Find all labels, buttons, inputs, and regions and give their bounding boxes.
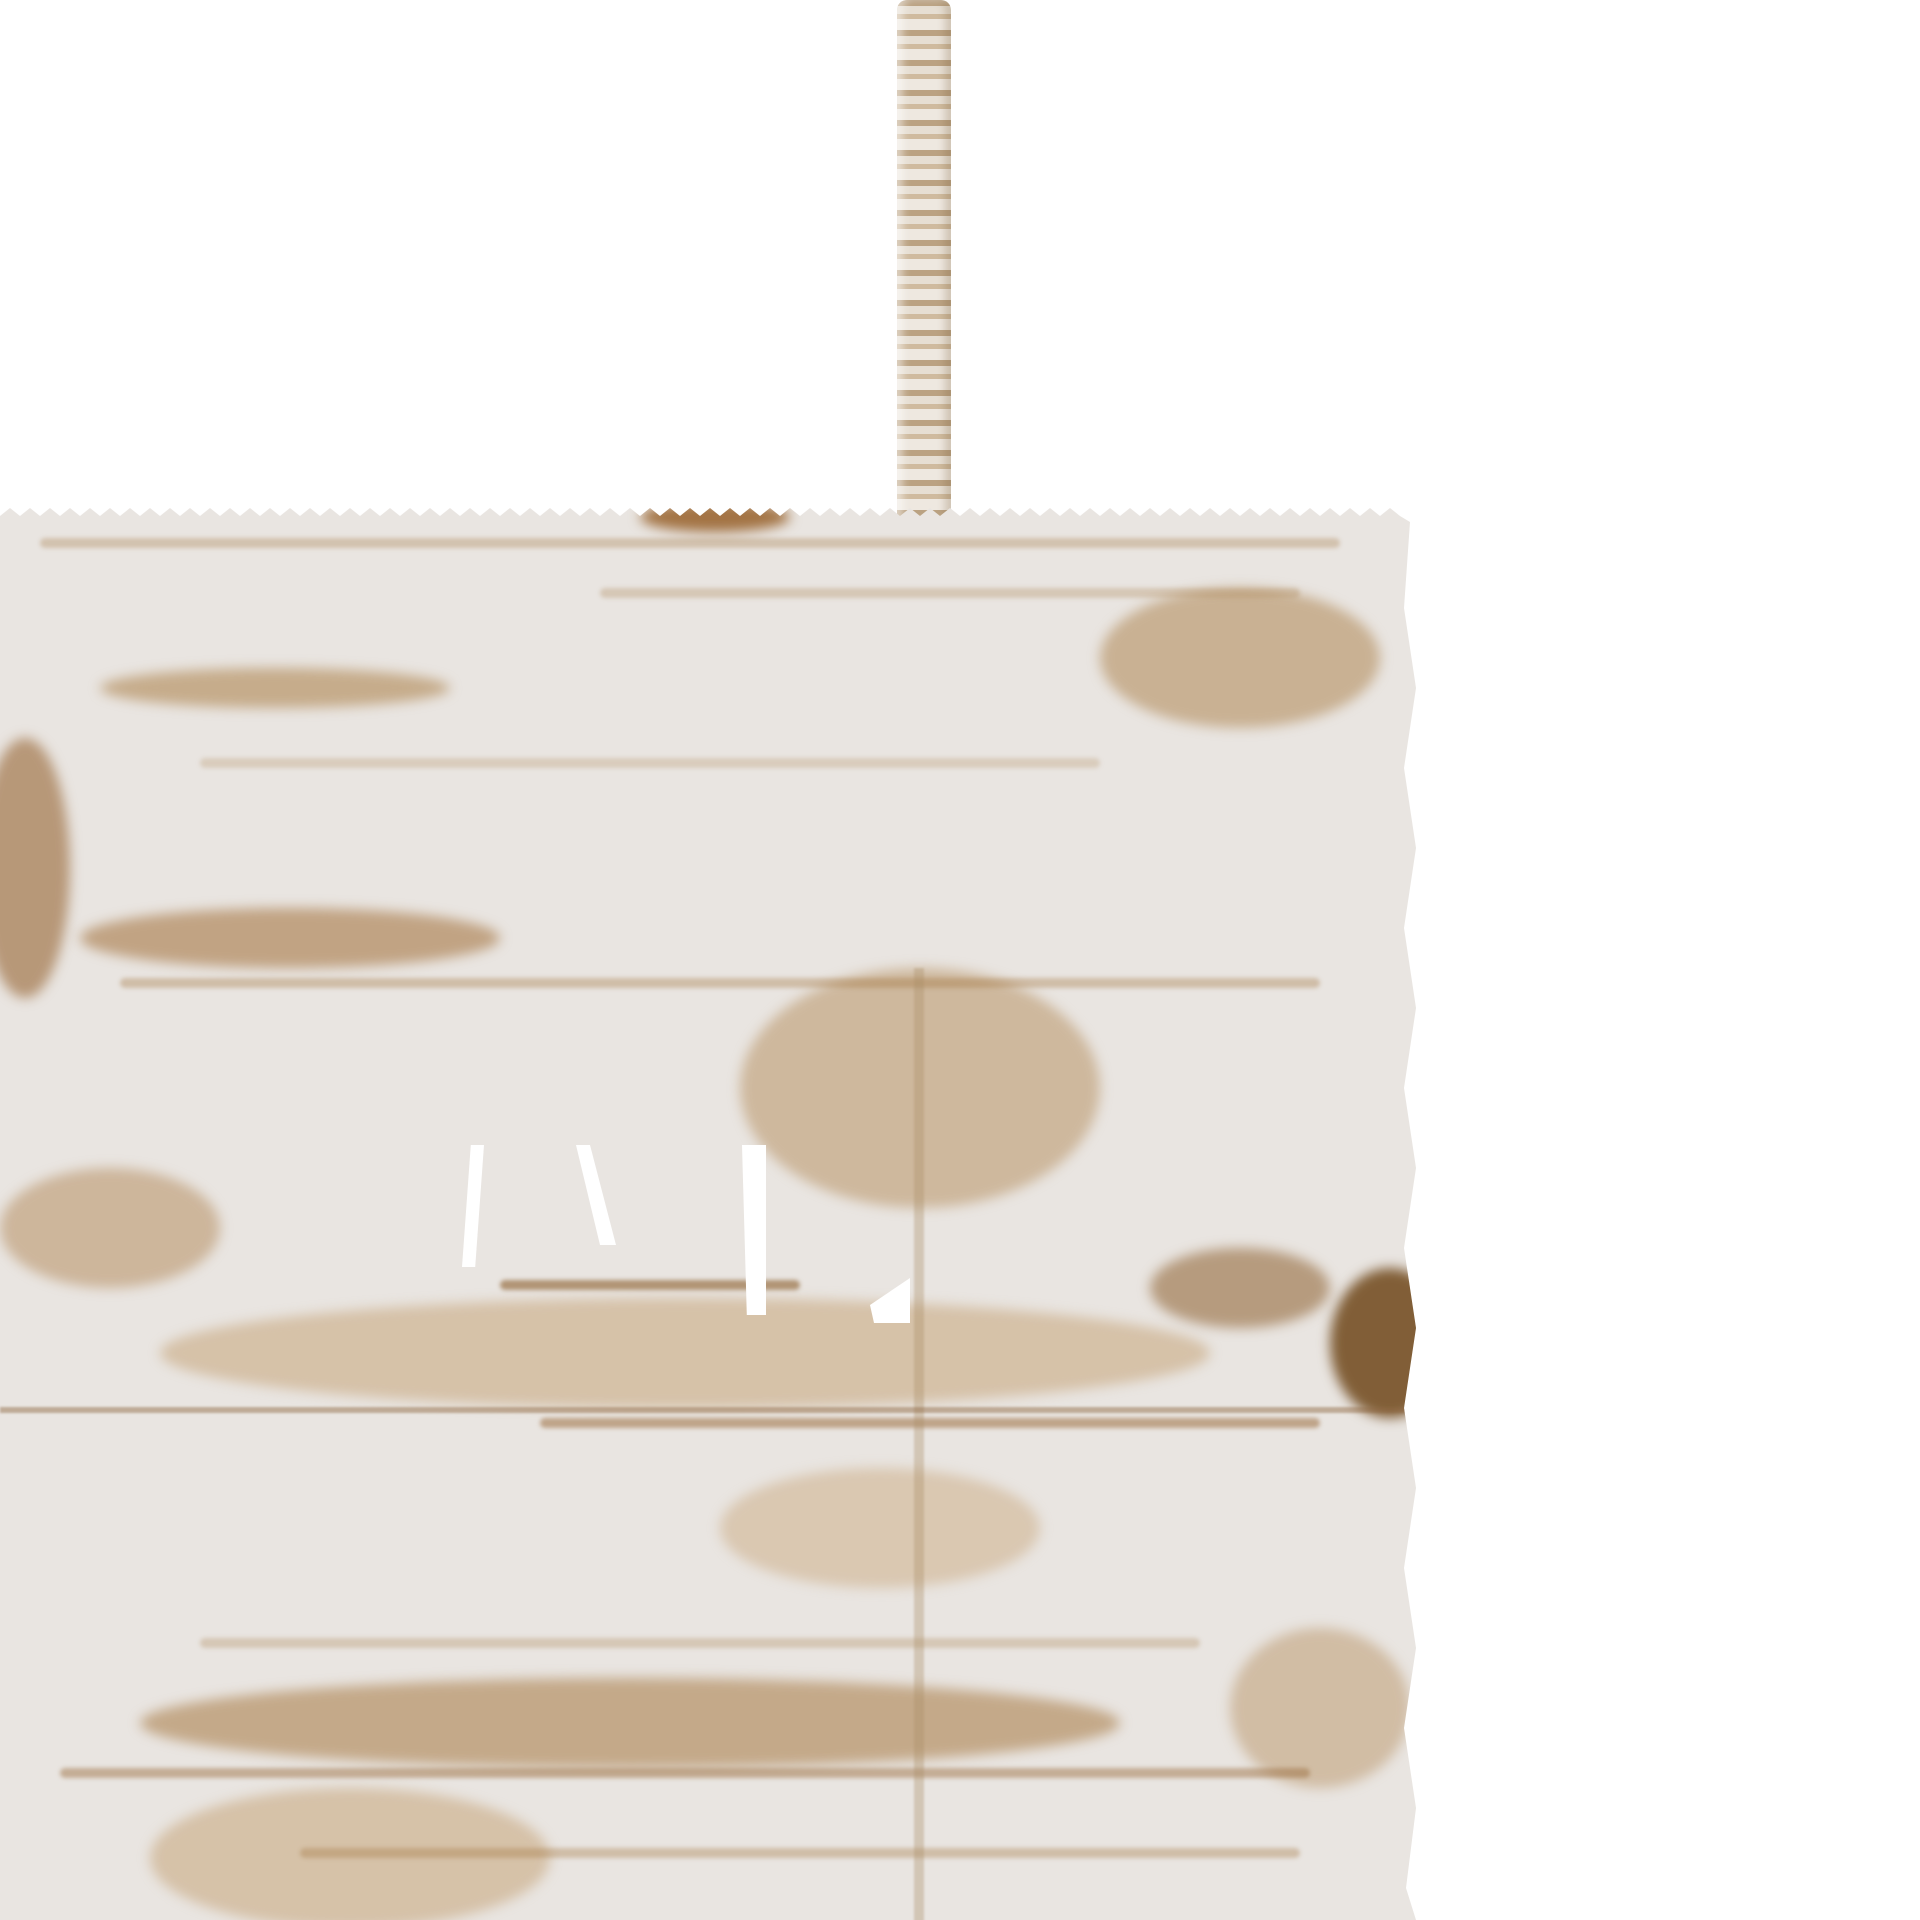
wood-stain bbox=[1100, 588, 1380, 728]
wood-stain bbox=[0, 1168, 220, 1288]
wood-stain bbox=[80, 908, 500, 968]
letter-fragment bbox=[576, 1145, 616, 1245]
wood-stain bbox=[720, 1468, 1040, 1588]
board-seam-vertical bbox=[914, 968, 924, 1920]
grain-streak bbox=[200, 758, 1100, 768]
wood-stain bbox=[1330, 1268, 1416, 1418]
wood-stain bbox=[140, 1678, 1120, 1768]
board-seam-horizontal bbox=[0, 1407, 1416, 1413]
wooden-sign-panel bbox=[0, 508, 1416, 1920]
grain-streak bbox=[300, 1848, 1300, 1858]
letter-fragment bbox=[870, 1278, 910, 1323]
grain-streak bbox=[200, 1638, 1200, 1648]
grain-streak bbox=[600, 588, 1300, 598]
letter-fragment bbox=[462, 1145, 484, 1267]
wood-stain bbox=[1150, 1248, 1330, 1328]
sign-post bbox=[897, 0, 951, 520]
wood-stain bbox=[640, 508, 790, 532]
wood-stain bbox=[0, 738, 70, 998]
grain-streak bbox=[60, 1768, 1310, 1778]
wood-stain bbox=[160, 1298, 1210, 1408]
wood-stain bbox=[1230, 1628, 1410, 1788]
grain-streak bbox=[120, 978, 1320, 988]
grain-streak bbox=[540, 1418, 1320, 1428]
grain-streak bbox=[40, 538, 1340, 548]
wood-stain bbox=[100, 668, 450, 708]
